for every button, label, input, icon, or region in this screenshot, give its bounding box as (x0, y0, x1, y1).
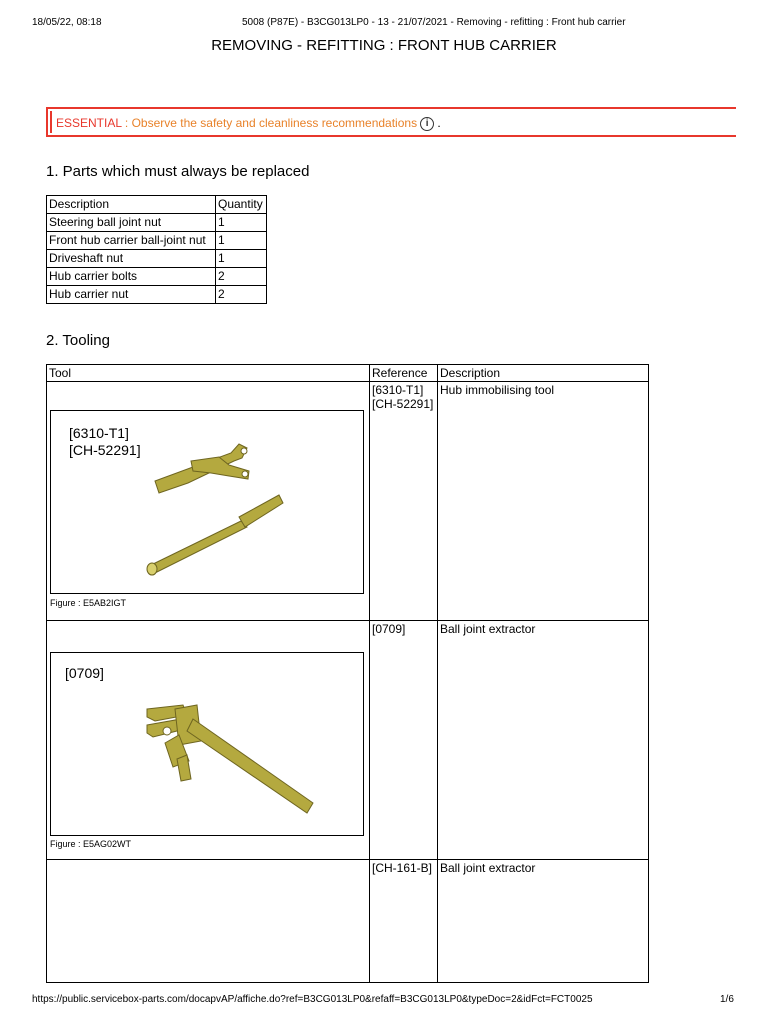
table-header-row (47, 365, 649, 382)
tool-figure-cell (47, 621, 370, 860)
header-doc-title: 5008 (P87E) - B3CG013LP0 - 13 - 21/07/2021 - Removing - refitting : Front hub carrier (242, 17, 626, 28)
essential-notice (46, 107, 736, 137)
table-row (47, 286, 267, 304)
column-header-reference: Reference (370, 365, 438, 382)
essential-text: : Observe the safety and cleanliness recommendations (121, 116, 418, 130)
tool-figure-cell (47, 382, 370, 621)
table-row (47, 232, 267, 250)
reference-line: [CH-161-B] (372, 861, 433, 875)
parts-table (46, 195, 267, 304)
figure-caption: Figure : E5AG02WT (50, 839, 132, 849)
info-icon[interactable]: i (420, 117, 434, 131)
notice-accent-bar (50, 111, 52, 133)
description-cell: Ball joint extractor (438, 860, 649, 983)
table-row (47, 621, 649, 860)
hub-immobilising-tool-illustration (51, 411, 363, 593)
reference-line: [6310-T1] (372, 383, 424, 397)
page-title: REMOVING - REFITTING : FRONT HUB CARRIER (211, 37, 557, 54)
reference-cell (370, 621, 438, 860)
notice-text (56, 116, 441, 131)
reference-cell (370, 382, 438, 621)
tool-figure (50, 652, 364, 836)
part-description: Steering ball joint nut (47, 214, 216, 232)
table-row (47, 250, 267, 268)
reference-line: [CH-52291] (372, 397, 434, 411)
reference-line: [0709] (372, 622, 406, 636)
part-quantity: 1 (216, 214, 267, 232)
column-header-description: Description (47, 196, 216, 214)
ball-joint-extractor-illustration (51, 653, 363, 835)
tool-figure (50, 410, 364, 594)
footer-page-number: 1/6 (720, 994, 734, 1005)
part-description: Hub carrier nut (47, 286, 216, 304)
table-row (47, 860, 649, 983)
column-header-tool: Tool (47, 365, 370, 382)
figure-label-line: [CH-52291] (69, 442, 141, 458)
part-quantity: 2 (216, 286, 267, 304)
table-row (47, 382, 649, 621)
column-header-description: Description (438, 365, 649, 382)
table-row (47, 268, 267, 286)
table-header-row (47, 196, 267, 214)
footer-url[interactable]: https://public.servicebox-parts.com/docapvAP/affiche.do?ref=B3CG013LP0&refaff=B3CG013LP0&typeDoc=2&idFct=FCT0025 (32, 994, 593, 1005)
section-heading-parts: 1. Parts which must always be replaced (46, 163, 310, 180)
essential-label: ESSENTIAL (56, 116, 122, 130)
figure-label-line: [0709] (65, 665, 104, 681)
part-description: Hub carrier bolts (47, 268, 216, 286)
tool-figure-cell (47, 860, 370, 983)
part-quantity: 1 (216, 232, 267, 250)
figure-label-line: [6310-T1] (69, 425, 129, 441)
essential-tail: . (434, 116, 441, 130)
header-date: 18/05/22, 08:18 (32, 17, 102, 28)
table-row (47, 214, 267, 232)
part-quantity: 1 (216, 250, 267, 268)
figure-caption: Figure : E5AB2IGT (50, 598, 127, 608)
description-cell: Hub immobilising tool (438, 382, 649, 621)
part-quantity: 2 (216, 268, 267, 286)
section-heading-tooling: 2. Tooling (46, 332, 110, 349)
reference-cell (370, 860, 438, 983)
part-description: Front hub carrier ball-joint nut (47, 232, 216, 250)
part-description: Driveshaft nut (47, 250, 216, 268)
column-header-quantity: Quantity (216, 196, 267, 214)
tooling-table (46, 364, 649, 983)
description-cell: Ball joint extractor (438, 621, 649, 860)
